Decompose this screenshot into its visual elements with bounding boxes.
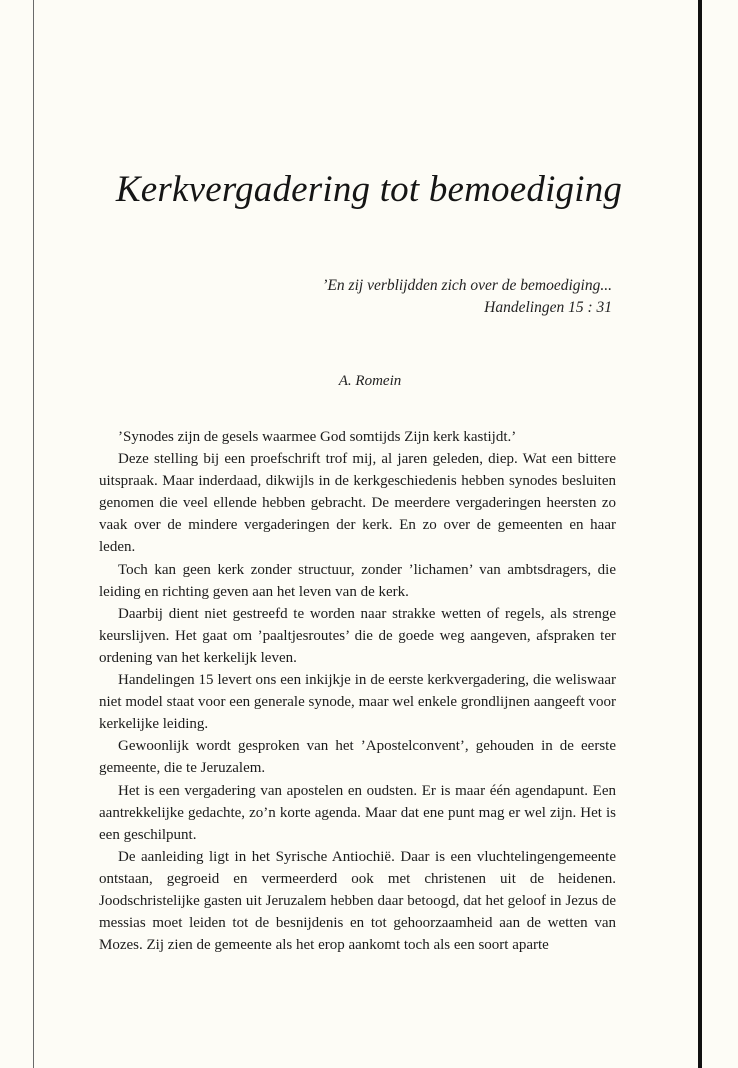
paragraph: ’Synodes zijn de gesels waarmee God somtijds Zijn kerk kastijdt.’ [118, 429, 517, 445]
paragraph: De aanleiding ligt in het Syrische Antiochië. Daar is een vluchtelingengemeente ontstaan, gegroeid en vermeerderd ook met christenen uit de heidenen. Joodschristelijke gasten uit Jeruzalem hebben daar betoogd, dat het geloof in Jezus de messias moet leiden tot de besnijdenis en tot gehoorzaamheid aan de wetten van Mozes. Zij zien de gemeente als het erop aankomt toch als een soort aparte [99, 848, 616, 954]
paragraph: Deze stelling bij een proefschrift trof mij, al jaren geleden, diep. Wat een bittere uitspraak. Maar inderdaad, dikwijls in de kerkgeschiedenis hebben synodes besluiten genomen die veel ellende hebben gebracht. De meerdere vergaderingen heersten zo vaak over de mindere vergaderingen der kerk. En zo over de gemeenten en haar leden. [99, 451, 616, 556]
paragraph: Het is een vergadering van apostelen en oudsten. Er is maar één agendapunt. Een aantrekkelijke gedachte, zo’n korte agenda. Maar dat ene punt mag er wel zijn. Het is een geschilpunt. [99, 782, 616, 843]
article-title: Kerkvergadering tot bemoediging [115, 169, 623, 210]
epigraph-quote: ’En zij verblijdden zich over de bemoediging... [322, 277, 612, 294]
paragraph: Gewoonlijk wordt gesproken van het ’Apostelconvent’, gehouden in de eerste gemeente, die te Jeruzalem. [99, 738, 616, 777]
right-edge-rule [698, 0, 702, 1068]
epigraph [322, 275, 612, 319]
paragraph: Daarbij dient niet gestreefd te worden naar strakke wetten of regels, als strenge keurslijven. Het gaat om ’paaltjesroutes’ die de goede weg aangeven, afspraken ter ordening van het kerkelijk leven. [99, 605, 616, 666]
paragraph: Toch kan geen kerk zonder structuur, zonder ’lichamen’ van ambtsdragers, die leiding en richting geven aan het leven van de kerk. [99, 561, 616, 600]
paragraph: Handelingen 15 levert ons een inkijkje in de eerste kerkvergadering, die weliswaar niet model staat voor een generale synode, maar wel enkele grondlijnen aangeeft voor kerkelijke leiding. [99, 672, 616, 733]
article-body [99, 426, 616, 956]
epigraph-reference: Handelingen 15 : 31 [484, 299, 612, 316]
left-margin-rule [33, 0, 34, 1068]
author-name: A. Romein [338, 373, 402, 389]
